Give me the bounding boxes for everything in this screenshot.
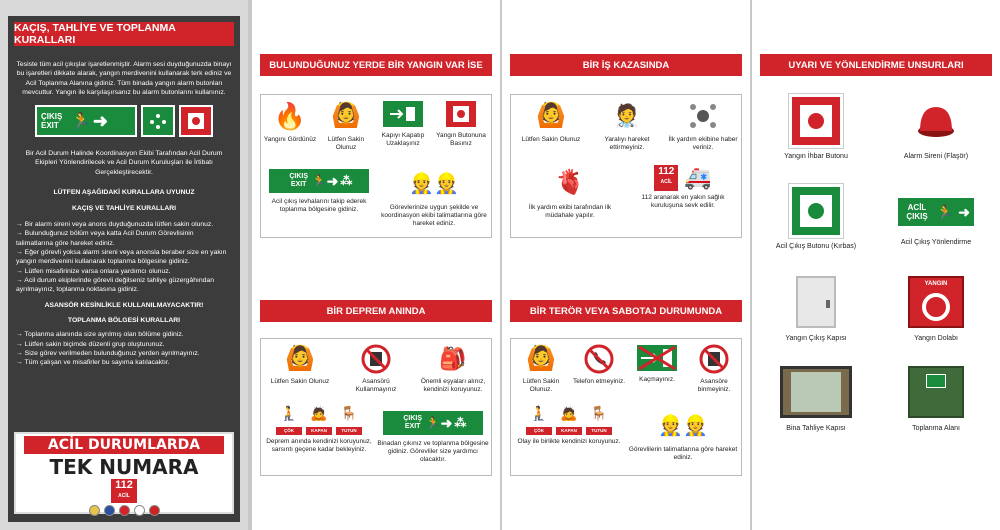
fire-quake-panel	[252, 0, 500, 530]
health-logo-icon	[149, 505, 160, 516]
stressed-person-icon: 🙆	[536, 102, 566, 129]
step-label: Lütfen Sakin Olunuz	[521, 136, 581, 143]
warning-label: Yangın İhbar Butonu	[784, 153, 848, 160]
exit-sign-label: ACİL ÇIKIŞ	[906, 203, 928, 221]
injured-person-icon: 🧑‍⚕️	[613, 103, 641, 128]
warning-item	[886, 276, 986, 343]
running-man-icon: 🏃	[936, 203, 954, 220]
evacuation-panel	[0, 0, 248, 530]
fire-step	[319, 99, 373, 152]
drop-label: ÇÖK	[526, 427, 552, 435]
follow-rules-heading: LÜTFEN AŞAĞIDAKİ KURALLARA UYUNUZ	[53, 189, 195, 197]
warnings-panel	[752, 0, 1000, 530]
badge-sub: ACİL	[660, 179, 673, 185]
step-label: Kaçmayınız.	[639, 376, 675, 383]
rule-item: → Toplanma alanında size ayrılmış olan bölüme gidiniz.	[16, 331, 184, 339]
step-label: Asansörü Kullanmayınız	[355, 378, 397, 393]
no-phone-icon	[583, 343, 615, 375]
step-label: Olay ile birlikte kendinizi koruyunuz.	[517, 438, 621, 445]
step-label: Kapıyı Kapatıp Uzaklaşınız	[381, 132, 425, 147]
step-label: Yangını Gördünüz	[263, 136, 317, 143]
badge-number: 112	[115, 479, 133, 491]
network-icon	[686, 99, 720, 133]
first-aid-icon: 🫀	[555, 169, 585, 196]
assembly-icon	[141, 105, 175, 137]
drop-cover-hold-icons	[265, 405, 373, 435]
step-label: İlk yardım ekibi tarafından ilk müdahale yapılır.	[528, 204, 612, 219]
drop-label: ÇÖK	[276, 427, 302, 435]
cover-icon: 🙇 KAPAN	[306, 409, 332, 435]
rule-item: → Lütfen misafirinize varsa onlara yardımcı olunuz.	[16, 267, 171, 275]
rule-item: → Eğer görevli yoksa alarm sireni veya anonsla beraber size en yakın yangın merdivenini kullanarak toplanma bölgesine gidiniz.	[16, 248, 227, 266]
siren-icon	[909, 94, 963, 148]
warning-label: Acil Çıkış Yönlendirme	[900, 239, 972, 246]
terror-step	[513, 343, 569, 394]
quake-step	[417, 343, 489, 394]
terror-step	[515, 405, 623, 446]
warnings-heading: UYARI VE YÖNLENDİRME UNSURLARI	[760, 54, 992, 76]
quake-step	[265, 405, 373, 454]
fire-step	[433, 99, 489, 148]
exit-door-icon	[381, 99, 425, 129]
stressed-person-icon: 🙆	[285, 345, 315, 372]
drop-cover-hold-icons	[515, 405, 623, 435]
quake-step	[377, 409, 489, 464]
backpack-icon: 🎒	[439, 346, 467, 371]
warning-item	[766, 276, 866, 343]
warning-item	[886, 366, 986, 433]
exit-sign-label: ÇIKIŞ EXIT	[403, 415, 422, 430]
terror-step	[571, 343, 627, 386]
hold-label: TUTUN	[586, 427, 612, 435]
step-label: Yangın Butonuna Basınız	[436, 132, 486, 147]
hold-icon: 🪑 TUTUN	[336, 409, 362, 435]
team-icon: 👷👷	[409, 173, 459, 195]
coordination-text: Bir Acil Durum Halinde Koordinasyon Ekibi Tarafından Acil Durum Ekipleri Yönlendirilecek ve Acil Durum Kuruluşları ile İrtibatı Gerçekleştirecektir.	[25, 150, 223, 176]
step-label: Önemli eşyaları alınız, kendinizi koruyunuz.	[420, 378, 486, 393]
evacuation-door-image	[780, 366, 852, 418]
ambulance-icon: 🚑	[684, 165, 712, 190]
badge-number: 112	[658, 166, 675, 177]
step-label: Asansöre binmeyiniz.	[697, 378, 731, 393]
agency-logos	[16, 505, 232, 516]
intro-text: Tesiste tüm acil çıkışlar işaretlenmiştir. Alarm sesi duyduğunuzda binayı bu işaretleri dikkate alarak, yangın merdivenini kullanarak terk ediniz ve Acil Toplanma Alanına gidiniz. Tüm binada yangın alarm butonları mevcuttur. Yangın ile karşılaşırsanız bu alarm butonlarını kullanınız.	[16, 61, 232, 96]
banner-line2: TEK NUMARA	[49, 455, 199, 479]
fire-cabinet-icon	[908, 276, 964, 328]
running-man-icon: 🏃	[311, 174, 327, 188]
cover-label: KAPAN	[306, 427, 332, 435]
evacuation-title: KAÇIŞ, TAHLİYE VE TOPLANMA KURALLARI	[14, 22, 234, 46]
team-icon: 👷👷	[658, 415, 708, 437]
emergency-number-banner	[14, 432, 234, 514]
exit-sign	[35, 105, 137, 137]
fire-step	[263, 99, 317, 144]
fire-alarm-button-icon	[179, 105, 213, 137]
work-card	[510, 94, 742, 238]
quake-step	[341, 343, 411, 394]
stressed-person-icon: 🙆	[526, 345, 556, 372]
step-label: Deprem anında kendinizi koruyunuz, sarsıntı geçene kadar bekleyiniz.	[266, 438, 372, 453]
running-man-icon: 🏃	[71, 113, 91, 131]
rule-item: → Size görev verilmeden bulunduğunuz yerden ayrılmayınız.	[16, 350, 200, 358]
work-terror-panel	[502, 0, 750, 530]
work-step	[667, 99, 739, 152]
step-label: Yaralıyı hareket ettirmeyiniz.	[604, 136, 650, 151]
step-label: Lütfen Sakin Olunuz.	[522, 378, 560, 393]
warning-item	[886, 196, 986, 247]
badge-sub: ACİL	[118, 493, 130, 499]
banner-line1: ACİL DURUMLARDA	[24, 436, 224, 454]
no-escape-icon	[635, 343, 679, 373]
warning-item	[766, 184, 866, 251]
cover-icon: 🙇 KAPAN	[556, 409, 582, 435]
step-label: Görevlerinize uygun şekilde ve koordinasyon ekibi talimatlarına göre hareket ediniz.	[381, 204, 487, 227]
ambulance-row	[627, 165, 739, 191]
terror-step	[627, 409, 739, 462]
warning-item	[766, 94, 866, 161]
elevator-warning: ASANSÖR KESİNLİKLE KULLANILMAYACAKTIR!	[44, 302, 204, 310]
drop-icon: 🧎 ÇÖK	[526, 409, 552, 435]
step-label: Acil çıkış levhalarını takip ederek toplanma bölgesine gidiniz.	[271, 198, 367, 213]
evacuation-card	[8, 16, 240, 522]
exit-sign	[381, 409, 485, 437]
assembly-rules-list	[8, 330, 240, 367]
arrow-right-icon: ➜	[958, 203, 970, 220]
warning-label: Acil Çıkış Butonu (Kırbas)	[775, 243, 857, 250]
terror-card	[510, 338, 742, 476]
emergency-112-badge	[111, 479, 137, 503]
arrow-right-icon: ➜	[326, 173, 339, 189]
arrow-right-icon: ➜	[440, 415, 453, 431]
no-elevator-icon	[360, 343, 392, 375]
terror-step	[629, 343, 685, 384]
work-step	[515, 165, 625, 220]
fire-step	[263, 167, 375, 214]
gendarmerie-logo-icon	[104, 505, 115, 516]
rule-item: → Bir alarm sireni veya anons duyduğunuzda lütfen sakin olunuz.	[16, 221, 214, 229]
hold-label: TUTUN	[336, 427, 362, 435]
exit-sign-label: ÇIKIŞ EXIT	[41, 112, 63, 131]
emergency-112-badge	[654, 165, 678, 191]
step-label: 112 aranarak en yakın sağlık kuruluşuna sevk edilir.	[641, 194, 725, 209]
step-label: Lütfen Sakin Olunuz	[327, 136, 365, 151]
work-accident-heading: BİR İŞ KAZASINDA	[510, 54, 742, 76]
emergency-exit-button-icon	[789, 184, 843, 238]
fire-step	[377, 167, 491, 228]
step-label: Telefon etmeyiniz.	[572, 378, 626, 385]
warning-label: Yangın Çıkış Kapısı	[785, 335, 847, 342]
warning-label: Toplanma Alanı	[912, 425, 960, 432]
stressed-person-icon: 🙆	[331, 102, 361, 129]
step-label: Binadan çıkınız ve toplanma bölgesine gidiniz. Görevliler size yardımcı olacaktır.	[377, 440, 489, 463]
work-step	[591, 99, 663, 152]
exit-signs-row	[8, 105, 240, 137]
fire-exit-door-icon	[796, 276, 836, 328]
rule-item: → Lütfen sakin biçimde düzenli grup oluşturunuz.	[16, 340, 165, 348]
warning-item	[766, 366, 866, 433]
quake-heading: BİR DEPREM ANINDA	[260, 300, 492, 322]
step-label: İlk yardım ekibine haber veriniz.	[668, 136, 738, 151]
warning-label: Bina Tahliye Kapısı	[786, 425, 846, 432]
assembly-rules-heading: TOPLANMA BÖLGESİ KURALLARI	[67, 317, 181, 325]
fire-heading: BULUNDUĞUNUZ YERDE BİR YANGIN VAR İSE	[260, 54, 492, 76]
exit-sign-label: ÇIKIŞ EXIT	[289, 173, 308, 188]
evacuation-rules-list	[8, 220, 240, 294]
police-logo-icon	[89, 505, 100, 516]
exit-direction-sign	[896, 196, 976, 228]
drop-icon: 🧎 ÇÖK	[276, 409, 302, 435]
running-man-icon: 🏃	[425, 416, 441, 430]
assembly-icon: ⁂	[340, 174, 353, 188]
step-label: Görevlilerin talimatlarına göre hareket ediniz.	[628, 446, 738, 461]
fire-step	[375, 99, 431, 148]
flame-icon: 🔥	[273, 101, 307, 131]
cabinet-label: YANGIN	[924, 281, 948, 287]
quake-step	[265, 343, 335, 386]
arrow-right-icon: ➜	[92, 110, 109, 131]
cover-label: KAPAN	[556, 427, 582, 435]
evacuation-rules-heading: KAÇIŞ VE TAHLİYE KURALLARI	[71, 205, 177, 213]
quake-card	[260, 338, 492, 476]
fire-card	[260, 94, 492, 238]
rule-item: → Bulunduğunuz bölüm veya katta Acil Durum Görevlisinin talimatlarına göre hareket ediniz.	[16, 230, 194, 247]
no-elevator-icon	[698, 343, 730, 375]
terror-heading: BİR TERÖR VEYA SABOTAJ DURUMUNDA	[510, 300, 742, 322]
assembly-icon: ⁂	[454, 416, 467, 430]
hold-icon: 🪑 TUTUN	[586, 409, 612, 435]
afad-logo-icon	[134, 505, 145, 516]
rule-item: → Tüm çalışan ve misafirler bu sayıma katılacaktır.	[16, 359, 170, 367]
warning-item	[886, 94, 986, 161]
work-step	[627, 165, 739, 210]
warning-label: Alarm Sireni (Flaşör)	[903, 153, 969, 160]
fire-dept-logo-icon	[119, 505, 130, 516]
assembly-area-image	[908, 366, 964, 418]
terror-step	[687, 343, 741, 394]
exit-sign	[267, 167, 371, 195]
fire-alarm-button-icon	[789, 94, 843, 148]
warning-label: Yangın Dolabı	[914, 335, 958, 342]
rule-item: → Acil durum ekiplerinde görevli değilseniz tahliye güzergâhından ayrılmayınız, toplanma noktasına gidiniz.	[16, 276, 214, 294]
fire-alarm-button-icon	[444, 99, 478, 129]
step-label: Lütfen Sakin Olunuz	[270, 378, 330, 385]
work-step	[515, 99, 587, 144]
